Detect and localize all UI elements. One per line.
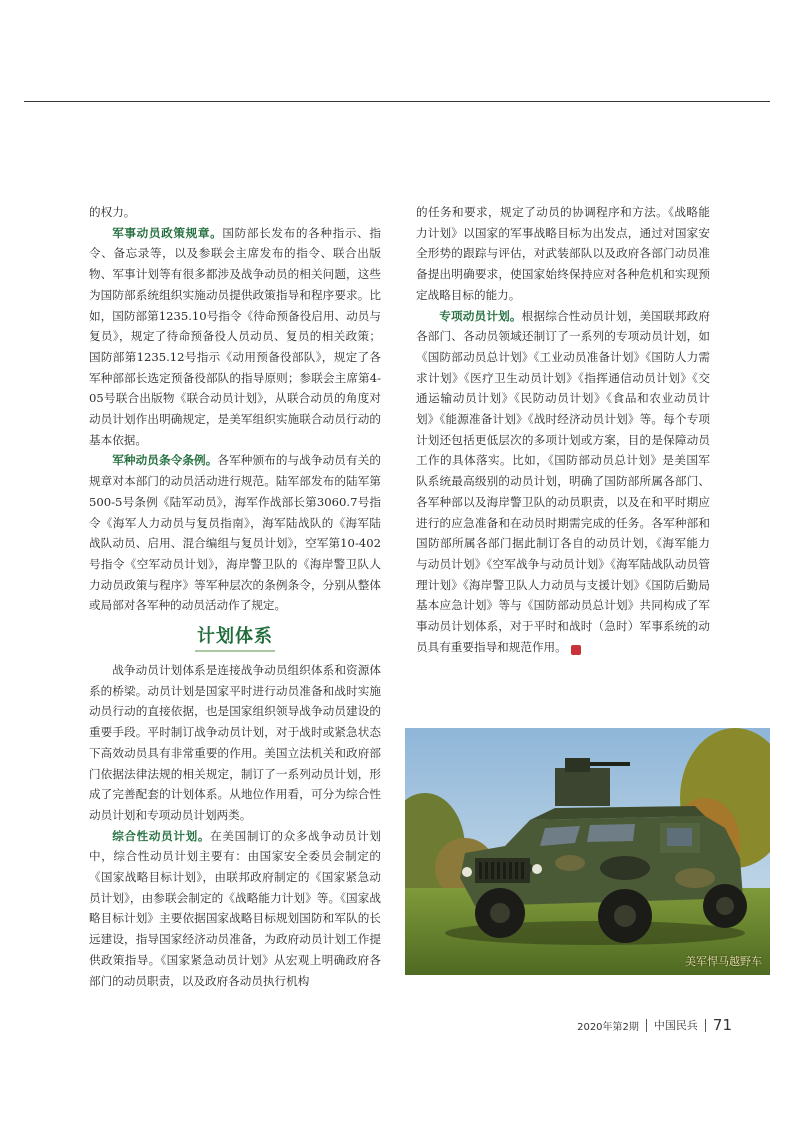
paragraph: 的权力。	[89, 205, 136, 219]
paragraph-lead: 专项动员计划。	[439, 308, 522, 323]
page-footer	[577, 1016, 732, 1034]
section-heading: 计划体系	[89, 622, 381, 652]
paragraph-text: 各军种颁布的与战争动员有关的规章对本部门的动员活动进行规范。陆军部发布的陆军第500-5号条例《陆军动员》，海军作战部长第3060.7号指令《海军人力动员与复员指南》，海军陆战队的《海军陆战队动员、启用、混合编组与复员计划》，空军第10-402号指令《空军动员计划》，海岸警卫队的《海岸警卫队人力动员政策与程序》等军种层次的条例条令，分别从整体或局部对各军种的动员活动作了规定。	[89, 453, 381, 613]
right-column	[416, 202, 710, 657]
paragraph	[89, 826, 381, 992]
paragraph-text: 的任务和要求，规定了动员的协调程序和方法。《战略能力计划》以国家的军事战略目标为出发点，通过对国家安全形势的跟踪与评估，对武装部队以及政府各部门动员准备提出明确要求，使国家始终保持应对各种危机和实现预定战略目标的能力。	[416, 205, 710, 302]
paragraph-text: 国防部长发布的各种指示、指令、备忘录等，以及参联会主席发布的指令、联合出版物、军事计划等有很多都涉及战争动员的相关问题，这些为国防部系统组织实施动员提供政策指导和程序要求。比如，国防部第1235.10号指令《待命预备役启用、动员与复员》，规定了待命预备役人员动员、复员的相关政策；国防部第1235.12号指示《动用预备役部队》，规定了各军种部部长选定预备役部队的指导原则；参联会主席第4-05号联合出版物《联合动员计划》，从联合动员的角度对动员计划作出明确规定，是美军组织实施联合动员行动的基本依据。	[89, 225, 381, 447]
paragraph	[89, 450, 381, 616]
paragraph-text: 在美国制订的众多战争动员计划中，综合性动员计划主要有：由国家安全委员会制定的《国家战略目标计划》，由联邦政府制定的《国家紧急动员计划》，由参联会制定的《战略能力计划》等。《国家战略目标计划》主要依据国家战略目标规划国防和军队的长远建设，指导国家经济动员准备，为政府动员计划工作提供政策指导。《国家紧急动员计划》从宏观上明确政府各部门的动员职责，以及政府各动员执行机构	[89, 828, 381, 988]
photo-caption: 美军悍马越野车	[685, 955, 762, 968]
paragraph-text: 战争动员计划体系是连接战争动员组织体系和资源体系的桥梁。动员计划是国家平时进行动员准备和战时实施动员行动的直接依据，也是国家组织领导战争动员建设的重要手段。平时制订战争动员计划，对于战时或紧急状态下高效动员具有非常重要的作用。美国立法机关和政府部门依据法律法规的相关规定，制订了一系列动员计划，形成了完善配套的计划体系。从地位作用看，可分为综合性动员计划和专项动员计划两类。	[89, 663, 381, 822]
header-rule	[24, 101, 770, 102]
footer-divider	[705, 1019, 706, 1032]
paragraph-lead: 军事动员政策规章。	[112, 225, 223, 240]
article-end-icon: ■	[571, 645, 581, 655]
page-number: 71	[712, 1016, 732, 1034]
footer-divider	[646, 1019, 647, 1032]
paragraph-lead: 军种动员条令条例。	[112, 453, 218, 468]
left-column-bottom	[89, 660, 381, 991]
paragraph-text: 根据综合性动员计划，美国联邦政府各部门、各动员领域还制订了一系列的专项动员计划，如《国防部动员总计划》《工业动员准备计划》《国防人力需求计划》《医疗卫生动员计划》《指挥通信动员计划》《交通运输动员计划》《民防动员计划》《食品和农业动员计划》《能源准备计划》《战时经济动员计划》等。每个专项计划还包括更低层次的多项计划或方案，目的是保障动员工作的具体落实。比如，《国防部动员总计划》是美国军队系统最高级别的动员计划，明确了国防部所属各部门、各军种部以及海岸警卫队的动员职责，以及在和平时期应进行的应急准备和在动员时期需完成的任务。各军种部和国防部所属各部门据此制订各自的动员计划，《海军能力与动员计划》《空军战争与动员计划》《海军陆战队动员管理计划》《海岸警卫队人力动员与支援计划》《国防后勤局基本应急计划》等与《国防部动员总计划》共同构成了军事动员计划体系，对于平时和战时（急时）军事系统的动员具有重要指导和规范作用。	[416, 308, 710, 654]
paragraph	[416, 202, 710, 306]
magazine-name: 中国民兵	[653, 1019, 698, 1032]
humvee-photo	[405, 728, 770, 975]
issue-label: 2020年第2期	[577, 1021, 639, 1033]
paragraph-lead: 综合性动员计划。	[112, 828, 211, 843]
left-column-top	[89, 202, 381, 616]
paragraph	[416, 306, 710, 658]
paragraph	[89, 223, 381, 451]
paragraph	[89, 660, 381, 826]
humvee-illustration	[405, 728, 770, 975]
